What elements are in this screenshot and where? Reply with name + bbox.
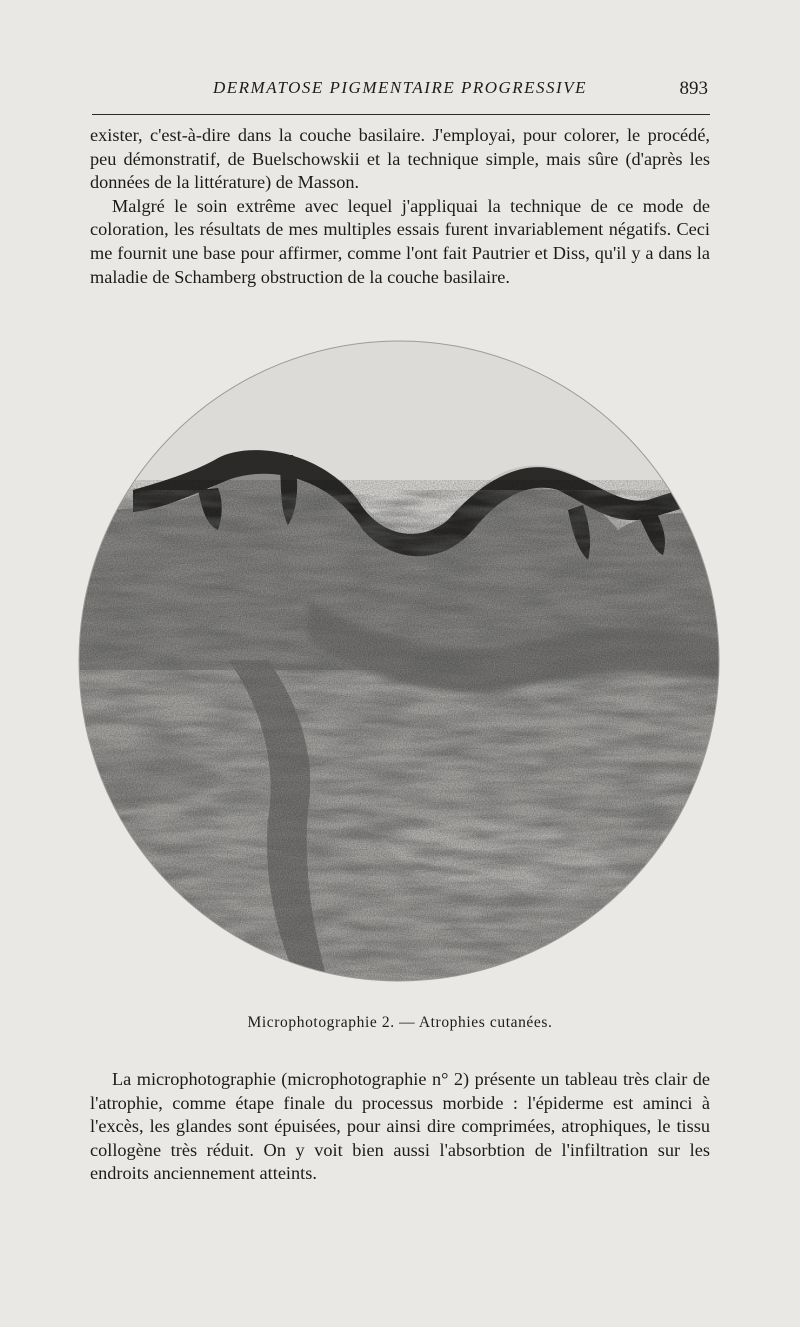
paragraph-malgre: Malgré le soin extrême avec lequel j'appliquai la technique de ce mode de coloration, les résultats de mes multiples essais furent invariablement négatifs. Ceci me fournit une base pour affirmer, comme l'ont fait Pautrier et Diss, qu'il y a dans la maladie de Schamberg obstruction de la couche basilaire. [90, 195, 710, 287]
lower-text-block [90, 1068, 710, 1186]
running-title: DERMATOSE PIGMENTAIRE PROGRESSIVE [212, 78, 587, 97]
header-rule [92, 114, 710, 115]
figure-caption: Microphotographie 2. — Atrophies cutanées. [247, 1014, 553, 1031]
running-header [90, 76, 710, 102]
paragraph-continuation: exister, c'est-à-dire dans la couche basilaire. J'employai, pour colorer, le procédé, peu démonstratif, de Buelschowskii et la technique simple, mais sûre (d'après les données de la littérature) de Masson. [90, 125, 710, 193]
micrograph-image [78, 340, 720, 982]
paragraph-microphotographie: La microphotographie (microphotographie n° 2) présente un tableau très clair de l'atrophie, comme étape finale du processus morbide : l'épiderme est aminci à l'excès, les glandes sont épuisées, pour ainsi dire comprimées, atrophiques, le tissu collogène très réduit. On y voit bien aussi l'absorbtion de l'infiltration sur les endroits anciennement atteints. [90, 1069, 710, 1184]
upper-text-block [90, 124, 710, 289]
micrograph-figure [78, 340, 720, 982]
page-number: 893 [679, 78, 708, 99]
